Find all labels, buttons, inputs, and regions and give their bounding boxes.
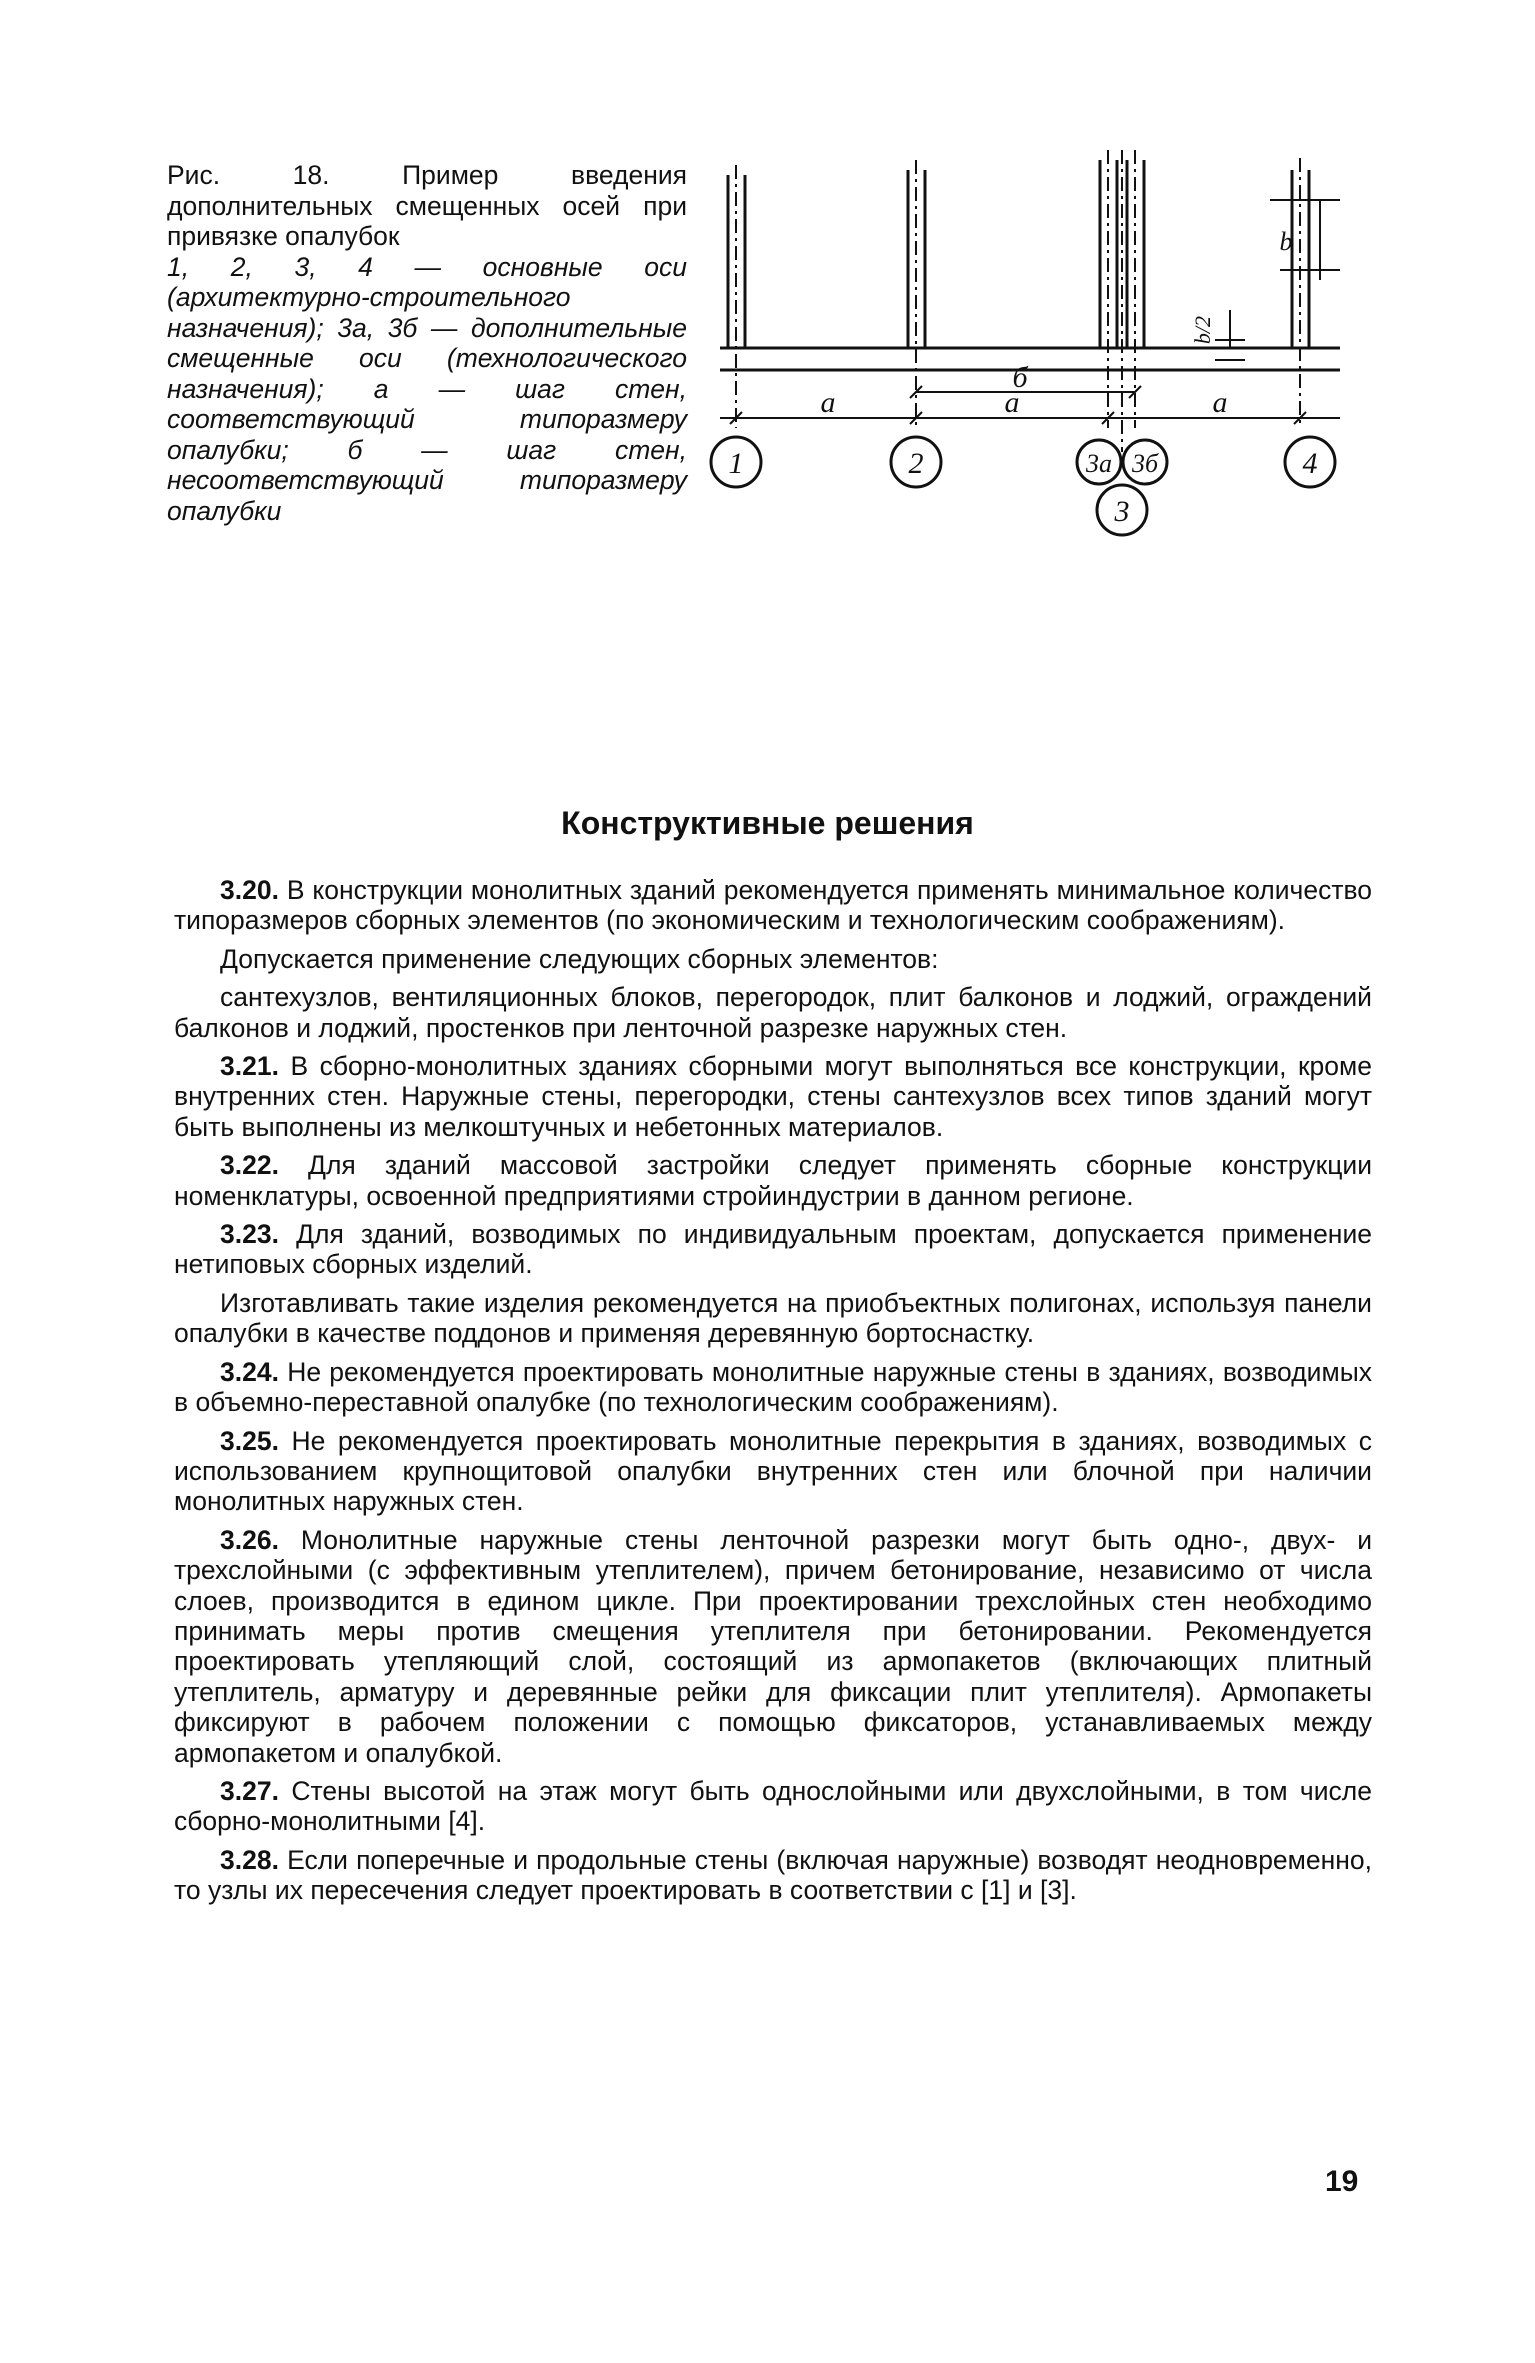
paragraph-number: 3.23.	[220, 1219, 279, 1250]
dim-label-b: b	[1279, 227, 1293, 256]
section-body	[174, 875, 1372, 1914]
paragraph-text: сантехузлов, вентиляционных блоков, перегородок, плит балконов и лоджий, ограждений балконов и лоджий, простенков при ленточной разрезке наружных стен.	[174, 982, 1372, 1043]
paragraph-number: 3.27.	[220, 1775, 279, 1806]
paragraph-text: Допускается применение следующих сборных элементов:	[220, 943, 939, 974]
axes-diagram-svg	[700, 140, 1390, 750]
paragraph-number: 3.26.	[220, 1524, 279, 1555]
dim-label-b-step: б	[1012, 361, 1028, 394]
paragraph-3-28	[174, 1845, 1372, 1906]
paragraph-number: 3.22.	[220, 1150, 279, 1181]
dim-label-a-2: a	[1004, 386, 1020, 419]
axis-3-label: 3	[1114, 495, 1130, 528]
paragraph-manufacturing	[174, 1288, 1372, 1349]
paragraph-text: Изготавливать такие изделия рекомендуется на приобъектных полигонах, используя панели опалубки в качестве поддонов и применяя деревянную бортоснастку.	[174, 1287, 1372, 1349]
dim-label-a-1: a	[820, 386, 836, 419]
paragraph-number: 3.28.	[220, 1844, 279, 1875]
figure-caption-legend: 1, 2, 3, 4 — основные оси (архитектурно-строительного назначения); 3а, 3б — дополнительные смещенные оси (технологического назначения); а — шаг стен, соответствующий типоразмеру опалубки; б — шаг стен, несоответствующий типоразмеру опалубки	[167, 251, 687, 526]
paragraph-text: В конструкции монолитных зданий рекомендуется применять минимальное количество типоразмеров сборных элементов (по экономическим и технологическим соображениям).	[174, 875, 1372, 936]
figure-caption	[167, 160, 687, 526]
paragraph-3-23	[174, 1219, 1372, 1280]
dim-label-a-3: a	[1212, 386, 1228, 419]
paragraph-text: Не рекомендуется проектировать монолитные наружные стены в зданиях, возводимых в объемно-переставной опалубке (по технологическим соображениям).	[174, 1356, 1372, 1418]
paragraph-allowed-elements	[174, 944, 1372, 974]
figure-caption-title: Рис. 18. Пример введения дополнительных смещенных осей при привязке опалубок	[167, 160, 687, 251]
paragraph-text: Для зданий, возводимых по индивидуальным проектам, допускается применение нетиповых сборных изделий.	[174, 1219, 1372, 1280]
paragraph-text: Стены высотой на этаж могут быть однослойными или двухслойными, в том числе сборно-монолитными [4].	[174, 1775, 1372, 1837]
paragraph-text: Монолитные наружные стены ленточной разрезки могут быть одно-, двух- и трехслойными (с эффективным утеплителем), причем бетонирование, независимо от числа слоев, производится в едином цикле. При проектировании трехслойных стен необходимо принимать меры против смещения утеплителя при бетонировании. Рекомендуется проектировать утепляющий слой, состоящий из армопакетов (включающих плитный утеплитель, арматуру и деревянные рейки для фиксации плит утеплителя). Армопакеты фиксируют в рабочем положении с помощью фиксаторов, устанавливаемых между армопакетом и опалубкой.	[174, 1524, 1372, 1768]
section-heading: Конструктивные решения	[561, 805, 974, 841]
paragraph-3-24	[174, 1357, 1372, 1418]
paragraph-text: Не рекомендуется проектировать монолитные перекрытия в зданиях, возводимых с использованием крупнощитовой опалубки внутренних стен или блочной при наличии монолитных наружных стен.	[174, 1425, 1372, 1517]
paragraph-3-26	[174, 1525, 1372, 1768]
axis-3a-label: 3а	[1086, 449, 1112, 478]
paragraph-number: 3.20.	[220, 875, 279, 905]
figure-18-diagram	[700, 140, 1390, 750]
paragraph-number: 3.21.	[220, 1051, 279, 1082]
paragraph-number: 3.24.	[220, 1356, 279, 1387]
paragraph-text: В сборно-монолитных зданиях сборными могут выполняться все конструкции, кроме внутренних стен. Наружные стены, перегородки, стены сантехузлов всех типов зданий могут быть выполнены из мелкоштучных и небетонных материалов.	[174, 1051, 1372, 1142]
axis-1-label: 1	[728, 447, 744, 480]
paragraph-3-25	[174, 1426, 1372, 1517]
paragraph-text: Для зданий массовой застройки следует применять сборные конструкции номенклатуры, освоенной предприятиями стройиндустрии в данном регионе.	[174, 1150, 1372, 1211]
paragraph-text: Если поперечные и продольные стены (включая наружные) возводят неодновременно, то узлы их пересечения следует проектировать в соответствии с [1] и [3].	[174, 1844, 1372, 1906]
paragraph-3-21	[174, 1051, 1372, 1142]
paragraph-3-20	[174, 875, 1372, 936]
axis-3b-label: 3б	[1131, 449, 1159, 478]
paragraph-3-27	[174, 1776, 1372, 1837]
paragraph-3-22	[174, 1150, 1372, 1211]
page-number: 19	[1325, 2165, 1359, 2198]
axis-4-label: 4	[1302, 447, 1318, 480]
paragraph-number: 3.25.	[220, 1425, 279, 1456]
axis-2-label: 2	[908, 447, 924, 480]
dim-label-b-half: b/2	[1190, 315, 1215, 345]
paragraph-elements-list	[174, 982, 1372, 1043]
